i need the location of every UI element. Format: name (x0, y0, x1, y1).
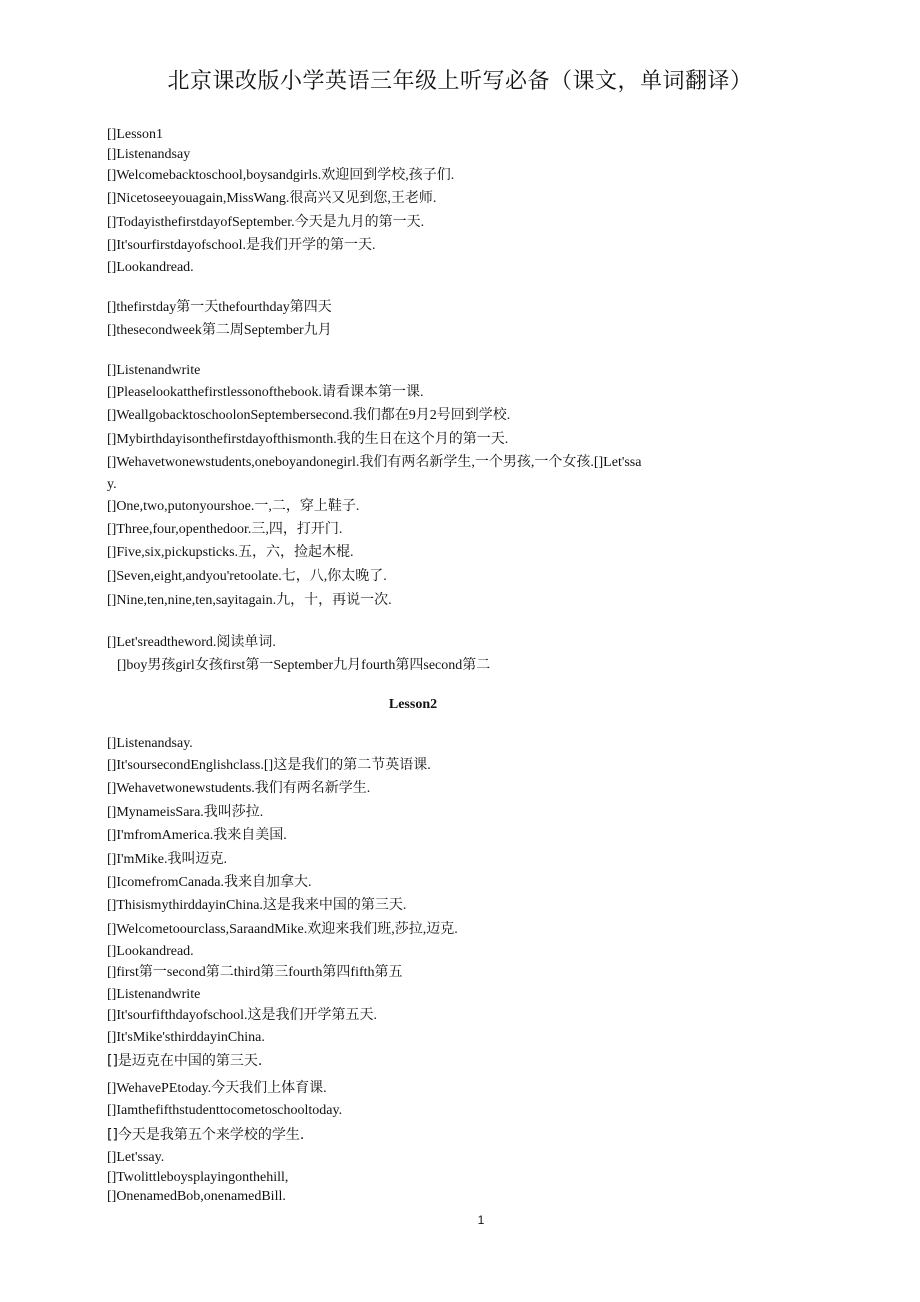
text-line: []Wehavetwonewstudents,oneboyandonegirl.我们有两名新学生,一个男孩,一个女孩.[]Let'ssa (107, 455, 642, 470)
text-line: []I'mMike.我叫迈克. (107, 852, 227, 867)
text-line: []Welcomebacktoschool,boysandgirls.欢迎回到学校,孩子们. (107, 168, 455, 183)
text-line: []Nine,ten,nine,ten,sayitagain.九，十，再说一次. (107, 593, 392, 608)
lesson2-heading: Lesson2 (388, 697, 438, 712)
text-line: []Three,four,openthedoor.三,四，打开门. (107, 522, 343, 537)
text-line: []It'sourfirstdayofschool.是我们开学的第一天. (107, 238, 376, 253)
text-line: []OnenamedBob,onenamedBill. (107, 1189, 286, 1204)
text-line: []Lesson1 (107, 127, 163, 142)
text-line: []Wehavetwonewstudents.我们有两名新学生. (107, 781, 371, 796)
document-title: 北京课改版小学英语三年级上听写必备（课文，单词翻译） (167, 69, 753, 94)
text-line: []Lookandread. (107, 260, 194, 275)
text-line: []ThisismythirddayinChina.这是我来中国的第三天. (107, 898, 407, 913)
text-line: []One,two,putonyourshoe.一,二，穿上鞋子. (107, 499, 360, 514)
text-line: []boy男孩girl女孩first第一September九月fourth第四second第二 (117, 658, 491, 673)
text-line: []WeallgobacktoschoolonSeptembersecond.我们都在9月2号回到学校. (107, 408, 511, 423)
text-line: []thesecondweek第二周September九月 (107, 323, 332, 338)
text-line: []IcomefromCanada.我来自加拿大. (107, 875, 312, 890)
text-line: []TodayisthefirstdayofSeptember.今天是九月的第一天. (107, 215, 425, 230)
text-line: []first第一second第二third第三fourth第四fifth第五 (107, 965, 403, 980)
text-line: []Listenandsay (107, 147, 191, 162)
text-line: []It'soursecondEnglishclass.[]这是我们的第二节英语课. (107, 758, 431, 773)
page-number: 1 (477, 1213, 485, 1227)
text-line: []Five,six,pickupsticks.五，六，捡起木棍. (107, 545, 354, 560)
text-line: []Nicetoseeyouagain,MissWang.很高兴又见到您,王老师. (107, 191, 437, 206)
text-line: []Let'sreadtheword.阅读单词. (107, 635, 276, 650)
text-line: []Listenandwrite (107, 987, 201, 1002)
text-line: []Welcometoourclass,SaraandMike.欢迎来我们班,莎拉,迈克. (107, 922, 458, 937)
text-line: []WehavePEtoday.今天我们上体育课. (107, 1081, 327, 1096)
text-line: []MynameisSara.我叫莎拉. (107, 805, 264, 820)
text-line: []Twolittleboysplayingonthehill, (107, 1170, 289, 1185)
text-line: y. (107, 477, 117, 492)
text-line: []Listenandwrite (107, 363, 201, 378)
text-line: []Pleaselookatthefirstlessonofthebook.请看课本第一课. (107, 385, 424, 400)
text-line: []I'mfromAmerica.我来自美国. (107, 828, 287, 843)
text-line: []thefirstday第一天thefourthday第四天 (107, 300, 332, 315)
text-line: []Listenandsay. (107, 736, 193, 751)
text-line: []Lookandread. (107, 944, 194, 959)
text-line: []Seven,eight,andyou'retoolate.七，八,你太晚了. (107, 569, 387, 584)
text-line: []It'sourfifthdayofschool.这是我们开学第五天. (107, 1008, 378, 1023)
text-line: []Iamthefifthstudenttocometoschooltoday. (107, 1103, 343, 1118)
text-line: []Let'ssay. (107, 1150, 165, 1165)
text-line: []今天是我第五个来学校的学生. (107, 1127, 305, 1143)
text-line: []Mybirthdayisonthefirstdayofthismonth.我的生日在这个月的第一天. (107, 432, 509, 447)
text-line: []是迈克在中国的第三天. (107, 1053, 263, 1069)
text-line: []It'sMike'sthirddayinChina. (107, 1030, 265, 1045)
